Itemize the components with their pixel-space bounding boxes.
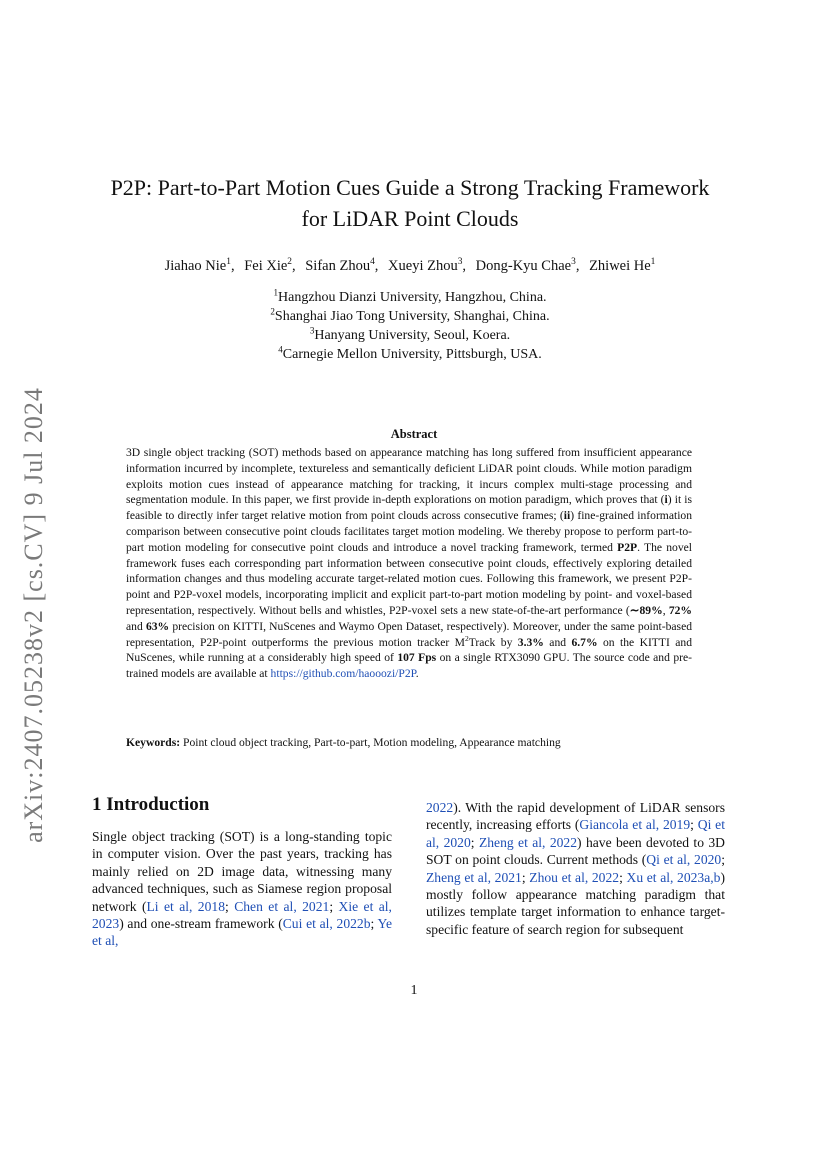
- abstract-heading: Abstract: [390, 427, 438, 441]
- citation-link[interactable]: Chen et al, 2021: [234, 898, 330, 914]
- author: Sifan Zhou$^4$,: [305, 257, 379, 274]
- citation-link[interactable]: 2022: [426, 800, 454, 815]
- code-repository-link[interactable]: https://github.com/haooozi/P2P: [270, 667, 416, 681]
- citation-link[interactable]: Xu et al, 2023a,b: [626, 869, 721, 885]
- keywords: [126, 736, 726, 749]
- intro-left-column: Single object tracking (SOT) is a long-standing topic in computer vision. Over the past years, tracking has mainly relied on 2D image data, witnessing many advanced techniques, such as Siamese region proposal network (Li et al, 2018; Chen et al, 2021; Xie et al, 2023) and one-stream framework (Cui et al, 2022b; Ye et al,: [92, 829, 392, 949]
- keywords-text: Point cloud object tracking, Part-to-part, Motion modeling, Appearance matching: [180, 736, 561, 749]
- paper-title: P2P: Part-to-Part Motion Cues Guide a Strong Tracking Framework for LiDAR Point Clouds: [110, 175, 710, 231]
- affiliation: $^1$Hangzhou Dianzi University, Hangzhou, China.: [273, 287, 547, 305]
- citation-link[interactable]: Ye et al,: [92, 916, 392, 949]
- author-list: [92, 258, 728, 275]
- arxiv-id: arXiv:2407.05238v2 [cs.CV] 9 Jul 2024: [19, 387, 49, 843]
- citation-link[interactable]: Zheng et al, 2021: [426, 869, 522, 885]
- citation-link[interactable]: Qi et al, 2020: [646, 852, 722, 868]
- affiliation: $^3$Hanyang University, Seoul, Koera.: [309, 325, 511, 343]
- author: Dong-Kyu Chae$^3$,: [475, 257, 580, 274]
- author: Jiahao Nie$^1$,: [164, 257, 235, 274]
- affiliation: $^4$Carnegie Mellon University, Pittsburgh, USA.: [278, 344, 542, 362]
- intro-right-column: 2022). With the rapid development of LiDAR sensors recently, increasing efforts (Giancola et al, 2019; Qi et al, 2020; Zheng et al, 2022) have been devoted to 3D SOT on point clouds. Current methods (Qi et al, 2020; Zheng et al, 2021; Zhou et al, 2022; Xu et al, 2023a,b) mostly follow appearance matching paradigm that utilizes template target information to enhance target-specific feature of search region for subsequent: [426, 800, 725, 937]
- citation-link[interactable]: Xie et al, 2023: [92, 898, 392, 932]
- keywords-label: Keywords:: [126, 736, 181, 749]
- author: Fei Xie$^2$,: [244, 257, 296, 274]
- author: Zhiwei He$^1$: [589, 257, 656, 274]
- citation-link[interactable]: Cui et al, 2022b: [282, 916, 371, 932]
- page-number: 1: [410, 983, 418, 998]
- citation-link[interactable]: Zheng et al, 2022: [478, 834, 578, 850]
- author: Xueyi Zhou$^3$,: [388, 257, 467, 274]
- abstract-body: 3D single object tracking (SOT) methods based on appearance matching has long suffered from insufficient appearance information incurred by incomplete, textureless and semantically deficient LiDAR point clouds. While motion paradigm exploits motion cues instead of appearance matching for tracking, it incurs complex multi-stage processing and segmentation module. In this paper, we first provide in-depth explorations on motion paradigm, which proves that (i) it is feasible to directly infer target relative motion from point clouds across consecutive frames; (ii) fine-grained information comparison between consecutive point clouds facilitates target motion modeling. We thereby propose to perform part-to-part motion modeling for consecutive point clouds and introduce a novel tracking framework, termed P2P. The novel framework fuses each corresponding part information between consecutive point clouds, effectively exploring detailed information changes and thus modeling accurate target-related motion cues. Following this framework, we present P2P-point and P2P-voxel models, incorporating implicit and explicit part-to-part motion modeling by point- and voxel-based representation, respectively. Without bells and whistles, P2P-voxel sets a new state-of-the-art performance (∼89%, 72% and 63% precision on KITTI, NuScenes and Waymo Open Dataset, respectively). Moreover, under the same point-based representation, P2P-point outperforms the previous motion tracker $M^2Track$ by 3.3% and 6.7% on the KITTI and NuScenes, while running at a considerably high speed of 107 Fps on a single RTX3090 GPU. The source code and pre-trained models are available at https://github.com/haooozi/P2P.: [126, 446, 693, 681]
- arxiv-identifier-stamp: [14, 380, 54, 850]
- citation-link[interactable]: Giancola et al, 2019: [579, 817, 691, 833]
- section-heading-introduction: 1 Introduction: [92, 794, 210, 815]
- citation-link[interactable]: Li et al, 2018: [146, 898, 225, 914]
- affiliation: $^2$Shanghai Jiao Tong University, Shanghai, China.: [270, 306, 550, 324]
- affiliation-list: [150, 288, 670, 364]
- citation-link[interactable]: Qi et al, 2020: [426, 817, 725, 850]
- citation-link[interactable]: Zhou et al, 2022: [529, 869, 620, 885]
